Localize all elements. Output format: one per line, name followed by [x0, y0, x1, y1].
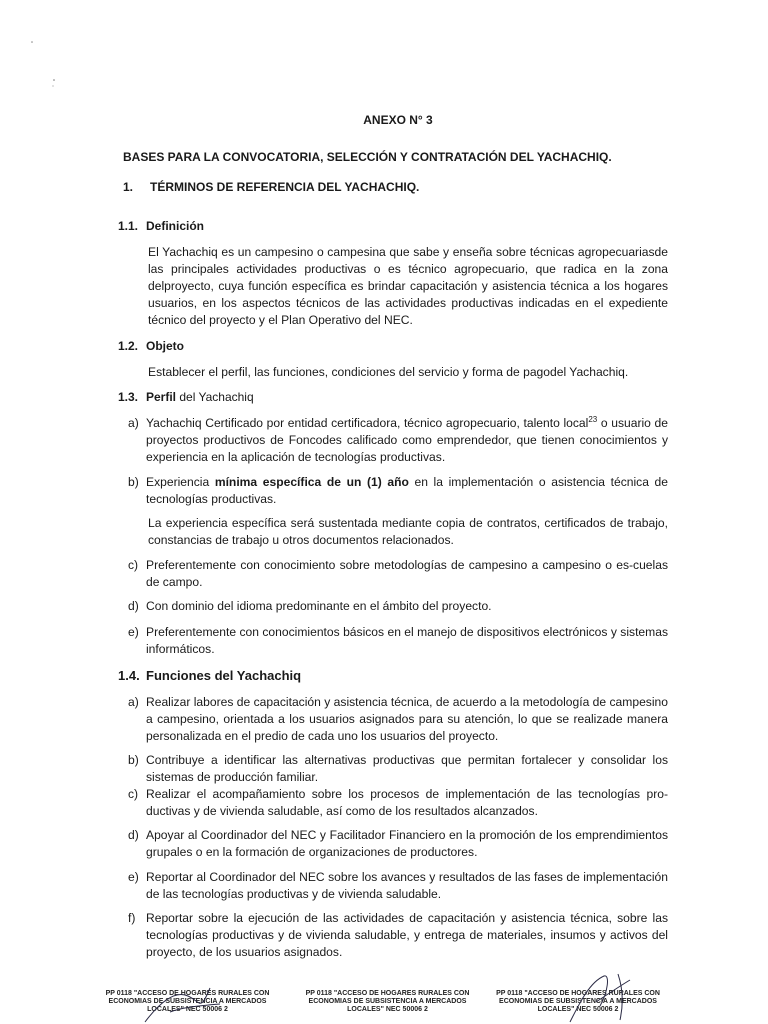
item-text: Contribuye a identificar las alternativas productivas que permitan fortalecer y consolidar los sistemas de producción familiar.	[146, 753, 668, 784]
bases-title: BASES PARA LA CONVOCATORIA, SELECCIÓN Y CONTRATACIÓN DEL YACHACHIQ.	[123, 150, 612, 164]
profile-item-b	[128, 474, 668, 508]
item-label: e)	[128, 870, 139, 884]
function-item-b	[128, 752, 668, 786]
section-1-1-title: Definición	[146, 219, 205, 233]
item-label: d)	[128, 599, 139, 613]
profile-a-text-continued: o usuario de proyectos productivos de Foncodes calificado como emprendedor, que tienen conocimientos y experiencia en la aplicación de tecnologías productivas.	[146, 416, 668, 464]
section-1-3-title-rest: del Yachachiq	[176, 390, 254, 404]
footer-stamp-left: PP 0118 "ACCESO DE HOGARES RURALES CON ECONOMIAS DE SUBSISTENCIA A MERCADOS LOCALES" NEC 50006 2	[105, 990, 270, 1013]
item-text	[146, 474, 668, 508]
footnote-reference: 23	[588, 414, 598, 424]
item-text: Apoyar al Coordinador del NEC y Facilitador Financiero en la promoción de los emprendimientos grupales o en la formación de organizaciones de productores.	[146, 828, 668, 859]
profile-item-d	[128, 598, 668, 615]
signature-left	[140, 982, 230, 1024]
profile-b-text-pre: Experiencia	[146, 475, 215, 489]
section-1-3-title-bold: Perfil	[146, 390, 177, 404]
section-1-3-number: 1.3.	[118, 390, 139, 404]
item-label: e)	[128, 625, 139, 639]
profile-item-c	[128, 557, 668, 591]
function-item-f	[128, 910, 668, 961]
scan-speck-marks	[28, 36, 68, 96]
section-1-heading	[123, 179, 419, 196]
item-label: b)	[128, 475, 139, 489]
item-label: b)	[128, 753, 139, 767]
profile-item-a	[128, 415, 668, 466]
item-text: Realizar el acompañamiento sobre los procesos de implementación de las tecnologías pro-ductivas y de vivienda saludable, así como de los resultados alcanzados.	[146, 787, 668, 818]
item-text	[146, 415, 668, 466]
item-label: a)	[128, 416, 139, 430]
objective-paragraph: Establecer el perfil, las funciones, condiciones del servicio y forma de pagodel Yachachiq.	[148, 365, 629, 379]
section-1-4-title: Funciones del Yachachiq	[146, 668, 302, 683]
section-1-2-title: Objeto	[146, 339, 184, 353]
function-item-e	[128, 869, 668, 903]
signature-right	[560, 972, 640, 1024]
item-text: Reportar sobre la ejecución de las actividades de capacitación y asistencia técnica, sobre las tecnologías productivas y de vivienda saludable, y entrega de materiales, insumos y activos del proyecto, de los usuarios asignados.	[146, 911, 668, 959]
section-1-1-heading	[118, 218, 204, 235]
item-text: Reportar al Coordinador del NEC sobre los avances y resultados de las fases de implementación de las tecnologías productivas y de vivienda saludable.	[146, 870, 668, 901]
footer-stamp-right: PP 0118 "ACCESO DE HOGARES RURALES CON ECONOMIAS DE SUBSISTENCIA A MERCADOS LOCALES" NEC 50006 2	[496, 990, 660, 1013]
item-label: c)	[128, 558, 139, 572]
item-label: c)	[128, 787, 139, 801]
item-label: f)	[128, 911, 136, 925]
profile-item-e	[128, 624, 668, 658]
item-label: a)	[128, 695, 139, 709]
item-text: Realizar labores de capacitación y asistencia técnica, de acuerdo a la metodología de campesino a campesino, orientada a los usuarios asignados para su atención, lo que se realizade manera personalizada en el predio de cada uno los usuarios del proyecto.	[146, 695, 668, 743]
section-1-4-heading	[118, 667, 301, 684]
item-label: d)	[128, 828, 139, 842]
function-item-c	[128, 786, 668, 820]
function-item-d	[128, 827, 668, 861]
section-1-3-heading	[118, 389, 254, 406]
section-1-number: 1.	[123, 180, 134, 194]
section-1-4-number: 1.4.	[118, 668, 140, 683]
profile-a-text: Yachachiq Certificado por entidad certificadora, técnico agropecuario, talento local	[146, 416, 589, 430]
item-text: Con dominio del idioma predominante en el ámbito del proyecto.	[146, 599, 492, 613]
section-1-title: TÉRMINOS DE REFERENCIA DEL YACHACHIQ.	[150, 180, 420, 194]
section-1-1-number: 1.1.	[118, 219, 139, 233]
item-text: Preferentemente con conocimientos básicos en el manejo de dispositivos electrónicos y sistemas informáticos.	[146, 625, 668, 656]
profile-b-text-bold: mínima específica de un (1) año	[214, 475, 409, 489]
profile-b-note: La experiencia específica será sustentada mediante copia de contratos, certificados de trabajo, constancias de trabajo u otros documentos relacionados.	[148, 516, 668, 547]
function-item-a	[128, 694, 668, 745]
item-text: Preferentemente con conocimiento sobre metodologías de campesino a campesino o es-cuelas de campo.	[146, 558, 668, 589]
section-1-2-heading	[118, 338, 184, 355]
definition-paragraph: El Yachachiq es un campesino o campesina que sabe y enseña sobre técnicas agropecuariasde las principales actividades productivas o es técnico agropecuario, que radica en la zona delproyecto, cuya función específica es brindar capacitación y asistencia técnica a los hogares usuarios, en los aspectos técnicos de las actividades productivas indicadas en el expediente técnico del proyecto y el Plan Operativo del NEC.	[148, 245, 668, 327]
footer-stamp-center: PP 0118 "ACCESO DE HOGARES RURALES CON ECONOMIAS DE SUBSISTENCIA A MERCADOS LOCALES" NEC 50006 2	[305, 990, 470, 1013]
annex-title: ANEXO N° 3	[363, 113, 433, 127]
profile-b-text-post: en la implementación o asistencia técnica de tecnologías productivas.	[146, 475, 668, 506]
section-1-2-number: 1.2.	[118, 339, 139, 353]
